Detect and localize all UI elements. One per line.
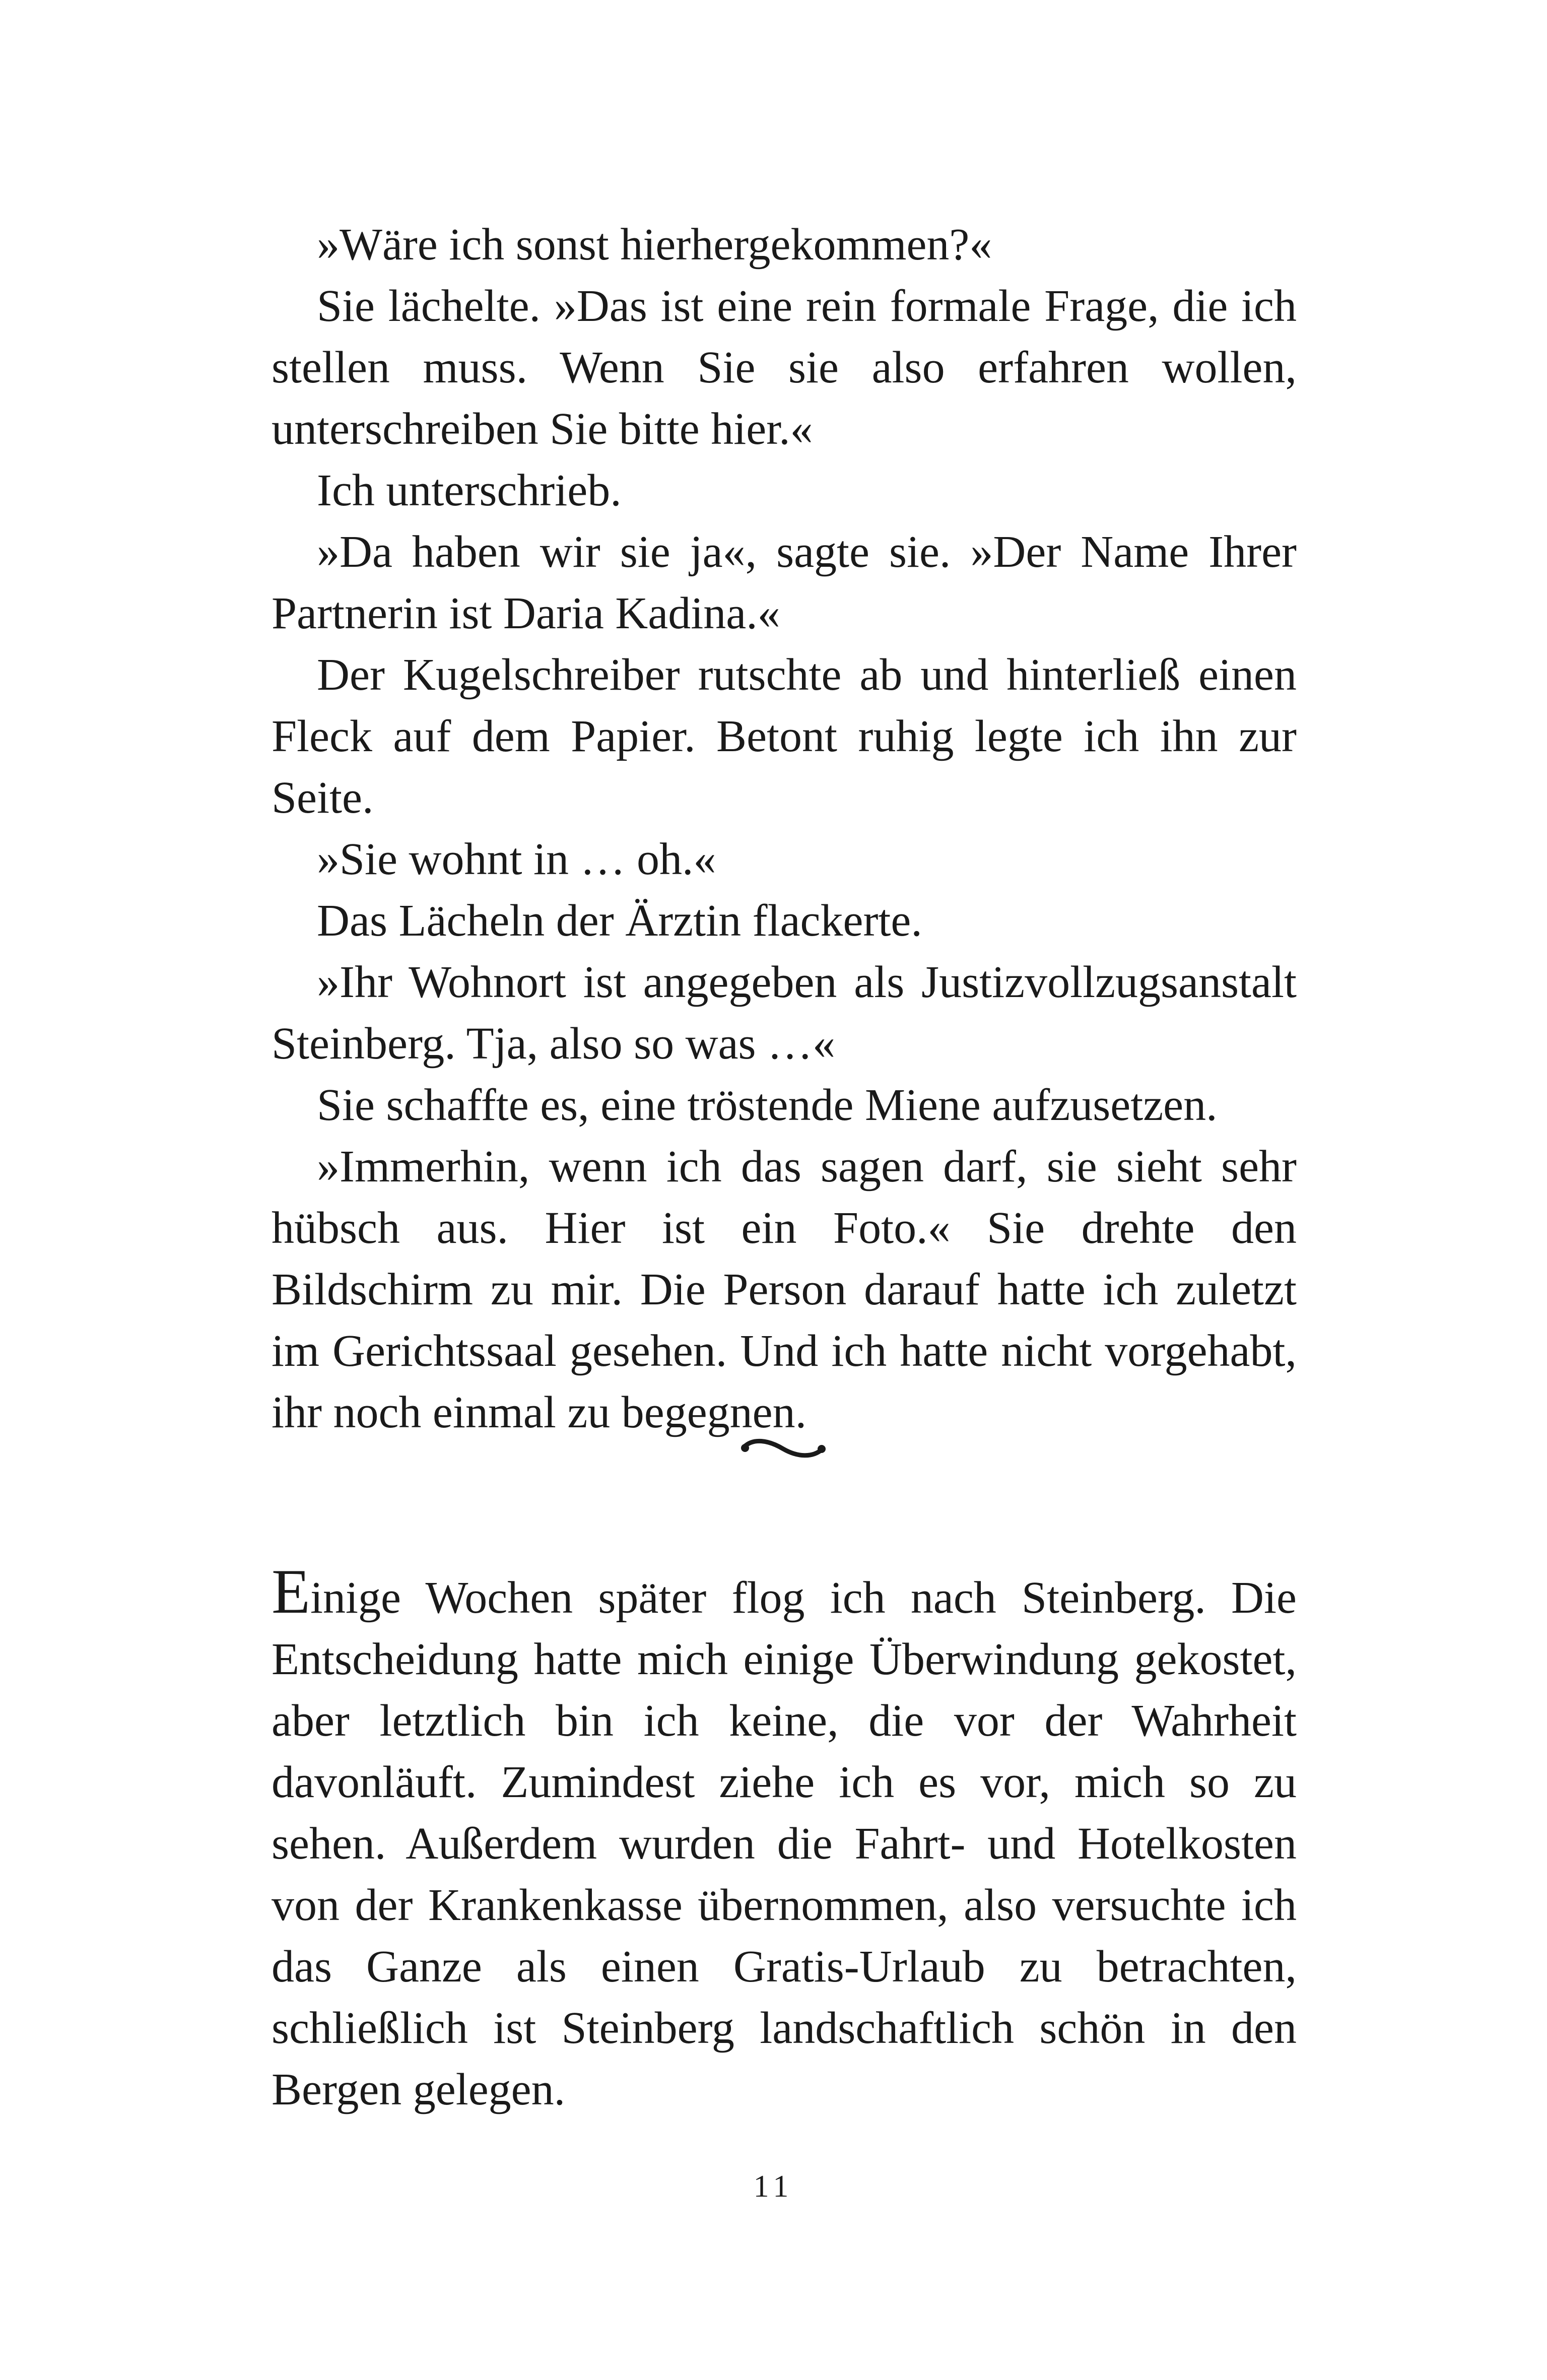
section-text: inige Wochen später flog ich nach Steinberg. Die Entscheidung hatte mich einige Überwindung gekostet, aber letztlich bin ich keine, die vor der Wahrheit davonläuft. Zumindest ziehe ich es vor, mich so zu sehen. Außerdem wurden die Fahrt- und Hotelkosten von der Krankenkasse übernommen, also versuchte ich das Ganze als einen Gratis-Urlaub zu betrachten, schließlich ist Steinberg landschaftlich schön in den Bergen gelegen. [272,1573,1297,2114]
paragraph: »Da haben wir sie ja«, sagte sie. »Der Name Ihrer Partnerin ist Daria Kadina.« [272,527,1297,638]
paragraph: »Ihr Wohnort ist angegeben als Justizvollzugsanstalt Steinberg. Tja, also so was …« [272,957,1297,1069]
paragraph: Das Lächeln der Ärztin flackerte. [317,896,922,946]
page-number: 11 [753,2169,794,2204]
paragraph: Der Kugelschreiber rutschte ab und hinterließ einen Fleck auf dem Papier. Betont ruhig legte ich ihn zur Seite. [272,650,1297,823]
paragraph: Ich unterschrieb. [317,466,622,515]
drop-initial: E [272,1557,310,1627]
text-block-section [272,1557,1297,2121]
text-block-top [272,214,1297,1443]
paragraph: »Wäre ich sonst hierhergekommen?« [317,220,992,270]
paragraph: »Sie wohnt in … oh.« [317,834,716,884]
paragraph: Sie schaffte es, eine tröstende Miene aufzusetzen. [317,1080,1218,1130]
section-paragraph [272,1557,1297,2121]
paragraph: »Immerhin, wenn ich das sagen darf, sie sieht sehr hübsch aus. Hier ist ein Foto.« Sie drehte den Bildschirm zu mir. Die Person darauf hatte ich zuletzt im Gerichtssaal gesehen. Und ich hatte nicht vorgehabt, ihr noch einmal zu begegnen. [272,1142,1297,1437]
paragraph: Sie lächelte. »Das ist eine rein formale Frage, die ich stellen muss. Wenn Sie sie also erfahren wollen, unterschreiben Sie bitte hier.« [272,281,1297,454]
section-break-ornament-icon [738,1431,829,1466]
